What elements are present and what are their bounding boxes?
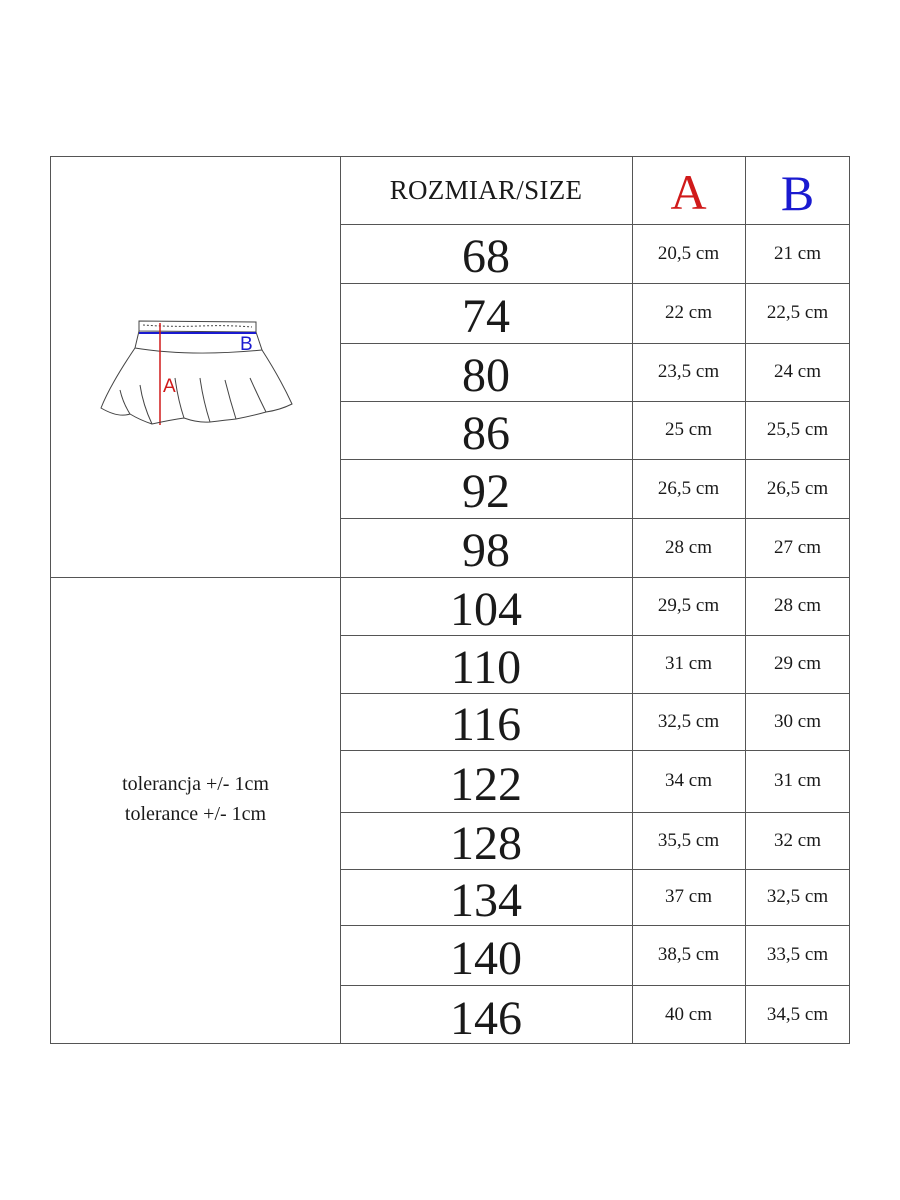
measure-b: 27 cm (774, 536, 821, 558)
label-a: A (163, 376, 176, 397)
skirt-waistband (139, 321, 256, 332)
measure-a: 40 cm (665, 1004, 712, 1025)
measure-a: 37 cm (665, 886, 712, 907)
measure-b: 21 cm (774, 242, 821, 264)
header-a: A (670, 164, 707, 220)
measure-b: 34,5 cm (766, 1004, 829, 1025)
size-value: 110 (450, 640, 522, 694)
size-value: 140 (450, 931, 522, 985)
measure-a: 20,5 cm (657, 242, 720, 264)
measure-a: 28 cm (665, 536, 712, 558)
size-value: 146 (450, 991, 522, 1045)
size-value: 86 (462, 406, 510, 460)
tolerance-pl: tolerancja +/- 1cm (122, 773, 269, 795)
label-b: B (240, 334, 253, 355)
size-value: 134 (450, 873, 522, 927)
tolerance-note (51, 769, 340, 829)
measure-b: 24 cm (774, 361, 821, 382)
size-value: 116 (450, 698, 522, 751)
size-value: 98 (462, 524, 510, 577)
measure-b: 33,5 cm (766, 944, 829, 965)
measure-a: 25 cm (665, 419, 712, 440)
size-value: 122 (450, 757, 522, 811)
measure-a: 29,5 cm (657, 595, 720, 616)
measure-b: 31 cm (774, 770, 821, 791)
measure-a: 31 cm (665, 653, 712, 674)
measure-a: 35,5 cm (657, 829, 720, 851)
header-b: B (780, 165, 815, 221)
measure-b: 28 cm (774, 595, 821, 616)
size-value: 68 (462, 230, 510, 283)
size-value: 74 (462, 289, 510, 343)
measure-a: 34 cm (665, 770, 712, 791)
header-size: ROZMIAR/SIZE (389, 175, 583, 205)
tolerance-en: tolerance +/- 1cm (124, 803, 267, 825)
measure-a: 32,5 cm (657, 710, 720, 732)
size-value: 104 (450, 582, 522, 636)
measure-b: 25,5 cm (766, 419, 829, 440)
measure-b: 32,5 cm (766, 886, 829, 907)
measure-a: 26,5 cm (657, 477, 720, 499)
measure-b: 22,5 cm (766, 302, 829, 323)
measure-a: 22 cm (665, 302, 712, 323)
skirt-illustration (48, 156, 308, 446)
measure-a: 23,5 cm (657, 361, 720, 382)
measure-b: 29 cm (774, 653, 821, 674)
measure-b: 30 cm (774, 710, 821, 732)
measure-b: 32 cm (774, 829, 821, 851)
measure-b: 26,5 cm (766, 477, 829, 499)
size-value: 92 (462, 465, 510, 518)
measure-a: 38,5 cm (657, 944, 720, 965)
size-value: 128 (450, 817, 522, 870)
size-value: 80 (462, 348, 510, 402)
